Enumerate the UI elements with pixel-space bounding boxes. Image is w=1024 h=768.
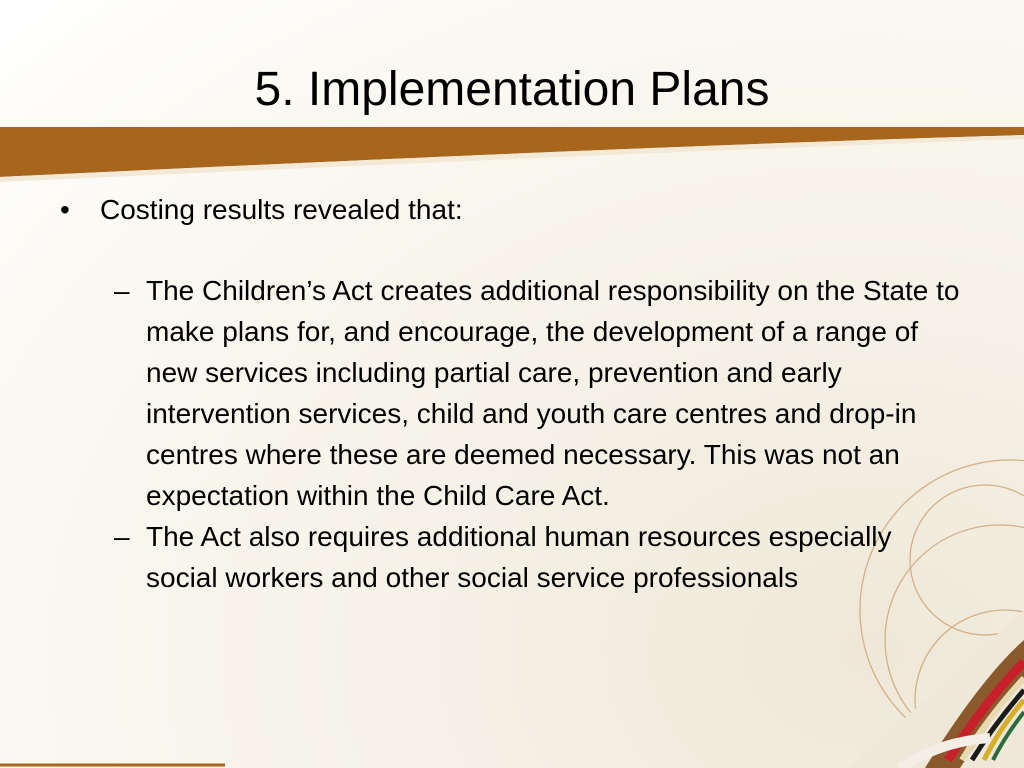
sub-bullet-item xyxy=(56,516,966,598)
beaded-strip-image xyxy=(850,610,1024,768)
title-band xyxy=(0,127,1024,182)
slide-title: 5. Implementation Plans xyxy=(254,63,770,116)
sub-bullet-item xyxy=(56,270,966,516)
dash-marker: – xyxy=(114,275,130,306)
sub-bullet-text: The Children’s Act creates additional responsibility on the State to make plans for, and encourage, the development of a range of new services including partial care, prevention and early intervention services, child and youth care centres and drop-in centres where these are deemed necessary. This was not an expectation within the Child Care Act. xyxy=(146,275,960,511)
bullet-marker: • xyxy=(60,194,70,225)
sub-bullet-text: The Act also requires additional human resources especially social workers and other social service professionals xyxy=(146,521,892,593)
slide-body xyxy=(56,190,966,598)
bullet-item xyxy=(56,190,966,230)
dash-marker: – xyxy=(114,521,130,552)
bullet-text: Costing results revealed that: xyxy=(100,194,463,225)
